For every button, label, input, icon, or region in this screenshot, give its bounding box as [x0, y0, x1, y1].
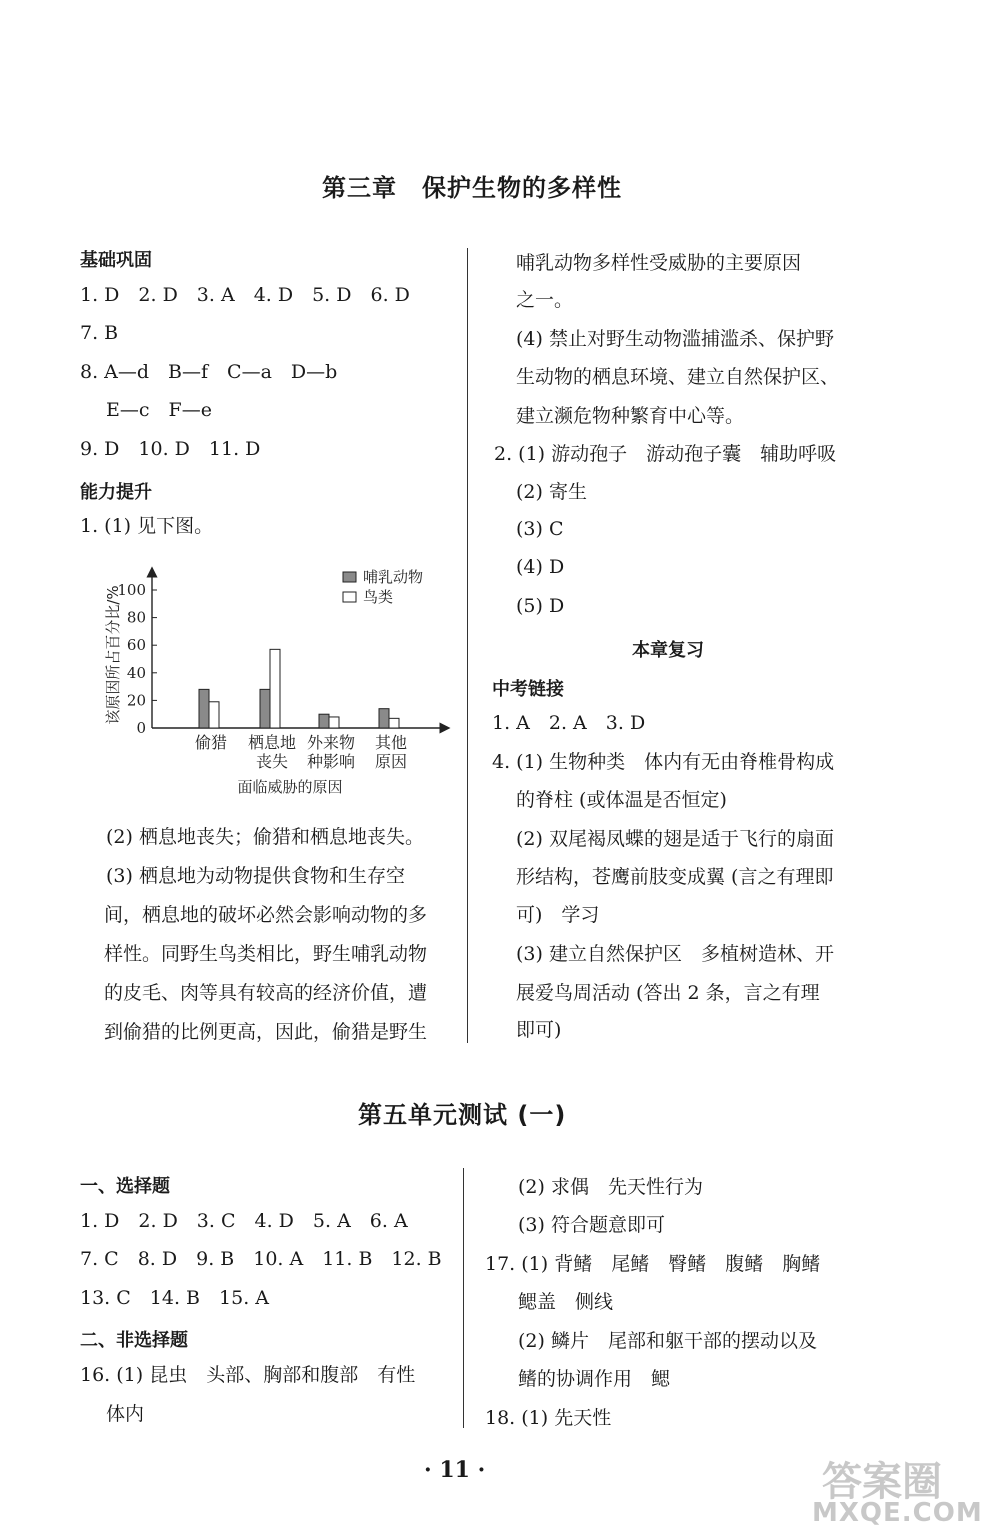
legend-swatch-mammal	[343, 572, 356, 582]
y-tick-label: 40	[126, 663, 146, 682]
y-tick-label: 80	[126, 608, 146, 627]
answer-line: 之一。	[516, 289, 574, 311]
answer-line: 即可)	[516, 1019, 562, 1041]
answer-line: 1. D 2. D 3. A 4. D 5. D 6. D	[80, 284, 410, 306]
answer-line: 建立濒危物种繁育中心等。	[516, 405, 745, 427]
x-tick-label: 其他	[374, 733, 408, 752]
answer-line: (3) 符合题意即可	[518, 1214, 665, 1236]
y-tick-label: 100	[117, 581, 146, 599]
answer-line: 到偷猎的比例更高，因此，偷猎是野生	[104, 1021, 428, 1043]
answer-line: (3) 栖息地为动物提供食物和生存空	[106, 865, 405, 887]
y-tick-label: 60	[126, 636, 146, 655]
answer-line: (3) C	[516, 518, 564, 540]
answer-line: 7. C 8. D 9. B 10. A 11. B 12. B	[80, 1248, 442, 1270]
mc-heading: 一、选择题	[80, 1176, 170, 1197]
x-tick-label: 栖息地	[247, 733, 297, 752]
answer-line: 1. A 2. A 3. D	[492, 712, 646, 734]
bar-mammal	[319, 714, 329, 728]
bar-bird	[209, 702, 219, 728]
answer-line: (4) D	[516, 556, 565, 578]
x-tick-label: 种影响	[306, 752, 356, 771]
column-divider	[463, 1168, 464, 1428]
x-tick-label: 外来物	[306, 733, 356, 752]
answer-line: 9. D 10. D 11. D	[80, 438, 261, 460]
bar-mammal	[379, 709, 389, 728]
answer-line: (2) 双尾褐凤蝶的翅是适于飞行的扇面	[516, 828, 834, 850]
nonmc-heading: 二、非选择题	[80, 1330, 188, 1351]
answer-line: E—c F—e	[106, 399, 212, 421]
bar-bird	[389, 718, 399, 728]
answer-line: 体内	[106, 1403, 145, 1425]
x-tick-label: 偷猎	[194, 733, 228, 752]
exam-heading: 中考链接	[492, 679, 564, 700]
answer-line: (4) 禁止对野生动物滥捕滥杀、保护野	[516, 328, 834, 350]
answer-line: 样性。同野生鸟类相比，野生哺乳动物	[104, 943, 428, 965]
page-number: · 11 ·	[424, 1457, 486, 1483]
y-axis-label: 该原因所占百分比/%	[104, 585, 122, 725]
answer-line: 的皮毛、肉等具有较高的经济价值，遭	[104, 982, 428, 1004]
answer-line: 哺乳动物多样性受威胁的主要原因	[516, 252, 802, 274]
legend-swatch-bird	[343, 592, 356, 602]
answer-line: 13. C 14. B 15. A	[80, 1287, 269, 1309]
answer-line: (3) 建立自然保护区 多植树造林、开	[516, 943, 834, 965]
basic-heading: 基础巩固	[80, 250, 152, 271]
x-axis-label: 面临威胁的原因	[237, 778, 343, 796]
ability-heading: 能力提升	[80, 482, 152, 503]
bar-mammal	[260, 689, 270, 728]
answer-line: 鳃盖 侧线	[518, 1291, 614, 1313]
answer-line: 16. (1) 昆虫 头部、胸部和腹部 有性	[80, 1364, 416, 1386]
answer-line: 8. A—d B—f C—a D—b	[80, 361, 338, 383]
answer-line: 可) 学习	[516, 904, 600, 926]
bar-mammal	[199, 689, 209, 728]
bar-bird	[270, 649, 280, 728]
review-heading: 本章复习	[632, 640, 704, 661]
answer-line: 的脊柱 (或体温是否恒定)	[516, 789, 727, 811]
answer-line: (2) 求偶 先天性行为	[518, 1176, 703, 1198]
answer-line: 1. D 2. D 3. C 4. D 5. A 6. A	[80, 1210, 408, 1232]
bar-chart	[95, 560, 465, 800]
column-divider	[467, 248, 468, 1043]
watermark-logo: 答案圈	[822, 1459, 942, 1505]
answer-line: 形结构，苍鹰前肢变成翼 (言之有理即	[516, 866, 834, 888]
answer-line: 17. (1) 背鳍 尾鳍 臀鳍 腹鳍 胸鳍	[485, 1253, 821, 1275]
answer-line: (2) 栖息地丧失；偷猎和栖息地丧失。	[106, 826, 424, 848]
x-tick-label: 原因	[374, 752, 408, 771]
answer-line: 18. (1) 先天性	[485, 1407, 612, 1429]
chapter-title: 第三章 保护生物的多样性	[322, 174, 622, 202]
x-tick-label: 丧失	[255, 752, 289, 771]
legend-label-bird: 鸟类	[363, 588, 394, 606]
bar-bird	[329, 717, 339, 728]
y-tick-label: 0	[136, 719, 146, 737]
legend-label-mammal: 哺乳动物	[363, 568, 424, 586]
answer-line: 间，栖息地的破坏必然会影响动物的多	[104, 904, 428, 926]
answer-line: 1. (1) 见下图。	[80, 515, 214, 537]
answer-line: 2. (1) 游动孢子 游动孢子囊 辅助呼吸	[494, 443, 837, 465]
watermark-url: MXQE.COM	[812, 1498, 983, 1528]
unit-test-title: 第五单元测试 (一)	[358, 1101, 567, 1129]
answer-line: 7. B	[80, 322, 119, 344]
answer-line: 展爱鸟周活动 (答出 2 条，言之有理	[516, 982, 820, 1004]
answer-line: (5) D	[516, 595, 565, 617]
answer-line: 生动物的栖息环境、建立自然保护区、	[516, 366, 840, 388]
answer-line: 鳍的协调作用 鳃	[518, 1368, 671, 1390]
answer-line: (2) 鳞片 尾部和躯干部的摆动以及	[518, 1330, 817, 1352]
y-tick-label: 20	[126, 691, 146, 710]
answer-line: 4. (1) 生物种类 体内有无由脊椎骨构成	[492, 751, 835, 773]
answer-line: (2) 寄生	[516, 481, 587, 503]
